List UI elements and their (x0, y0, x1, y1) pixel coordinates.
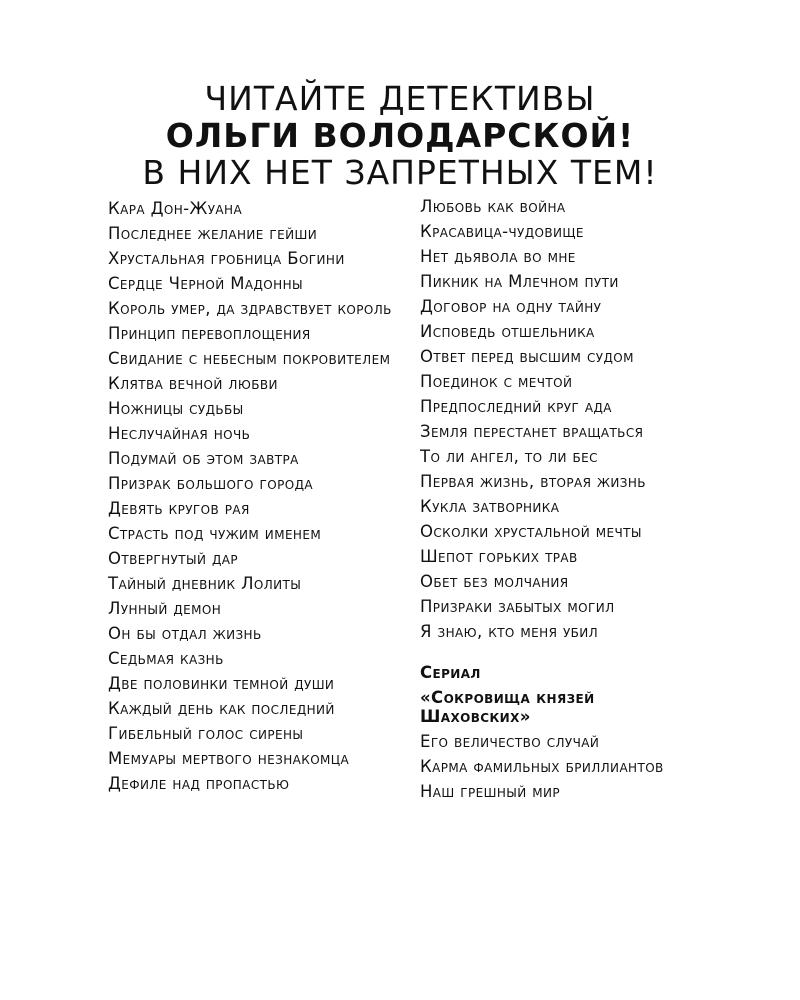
book-title: Ответ перед высшим судом (420, 347, 634, 366)
book-title: Мемуары мертвого незнакомца (108, 749, 350, 768)
book-title: Подумай об этом завтра (108, 449, 299, 468)
series-book-title: Карма фамильных бриллиантов (420, 757, 664, 776)
book-title: Принцип перевоплощения (108, 324, 311, 343)
promo-header (0, 80, 800, 191)
book-title: Клятва вечной любви (108, 374, 278, 393)
series-book-title: Наш грешный мир (420, 782, 561, 801)
book-title: Пикник на Млечном пути (420, 272, 619, 291)
book-title: Поединок с мечтой (420, 372, 573, 391)
book-title: Первая жизнь, вторая жизнь (420, 472, 646, 491)
book-title: Тайный дневник Лолиты (108, 574, 302, 593)
book-title: Сердце Черной Мадонны (108, 274, 303, 293)
book-title: Дефиле над пропастью (108, 774, 290, 793)
book-title: Предпоследний круг ада (420, 397, 612, 416)
header-author-name: ОЛЬГИ ВОЛОДАРСКОЙ! (165, 116, 635, 155)
book-title: Две половинки темной души (108, 674, 335, 693)
book-title: Хрустальная гробница Богини (108, 249, 345, 268)
book-title: Свидание с небесным покровителем (108, 349, 391, 368)
book-title: Нет дьявола во мне (420, 247, 576, 266)
book-title: Неслучайная ночь (108, 424, 251, 443)
book-title: Обет без молчания (420, 572, 569, 591)
book-title: Шепот горьких трав (420, 547, 578, 566)
book-title: Призрак большого города (108, 474, 313, 493)
book-title: Девять кругов рая (108, 499, 250, 518)
book-title: Кукла затворника (420, 497, 560, 516)
book-title: Осколки хрустальной мечты (420, 522, 642, 541)
book-title: Лунный демон (108, 599, 222, 618)
book-title: Призраки забытых могил (420, 597, 615, 616)
book-list-left (108, 199, 400, 799)
series-label: Сериал (420, 663, 481, 682)
book-title: Красавица-чудовище (420, 222, 584, 241)
book-title: Ножницы судьбы (108, 399, 244, 418)
book-title: Договор на одну тайну (420, 297, 602, 316)
book-title: Он бы отдал жизнь (108, 624, 262, 643)
book-title: Кара Дон-Жуана (108, 199, 243, 218)
book-title: Страсть под чужим именем (108, 524, 322, 543)
book-title: Гибельный голос сирены (108, 724, 304, 743)
book-title: Исповедь отшельника (420, 322, 595, 341)
header-line-3: В НИХ НЕТ ЗАПРЕТНЫХ ТЕМ! (142, 153, 658, 192)
header-line-1: ЧИТАЙТЕ ДЕТЕКТИВЫ (204, 79, 596, 118)
series-book-title: Его величество случай (420, 732, 600, 751)
book-title: Земля перестанет вращаться (420, 422, 644, 441)
book-title: Седьмая казнь (108, 649, 224, 668)
book-title: Последнее желание гейши (108, 224, 318, 243)
book-title: Каждый день как последний (108, 699, 335, 718)
book-title: Король умер, да здравствует король (108, 299, 392, 318)
series-title: «Сокровища князей Шаховских» (420, 688, 595, 726)
book-list-right (420, 197, 710, 807)
book-title: То ли ангел, то ли бес (420, 447, 598, 466)
book-title: Любовь как война (420, 197, 566, 216)
series-block (420, 663, 710, 801)
book-title: Я знаю, кто меня убил (420, 622, 599, 641)
book-title: Отвергнутый дар (108, 549, 238, 568)
